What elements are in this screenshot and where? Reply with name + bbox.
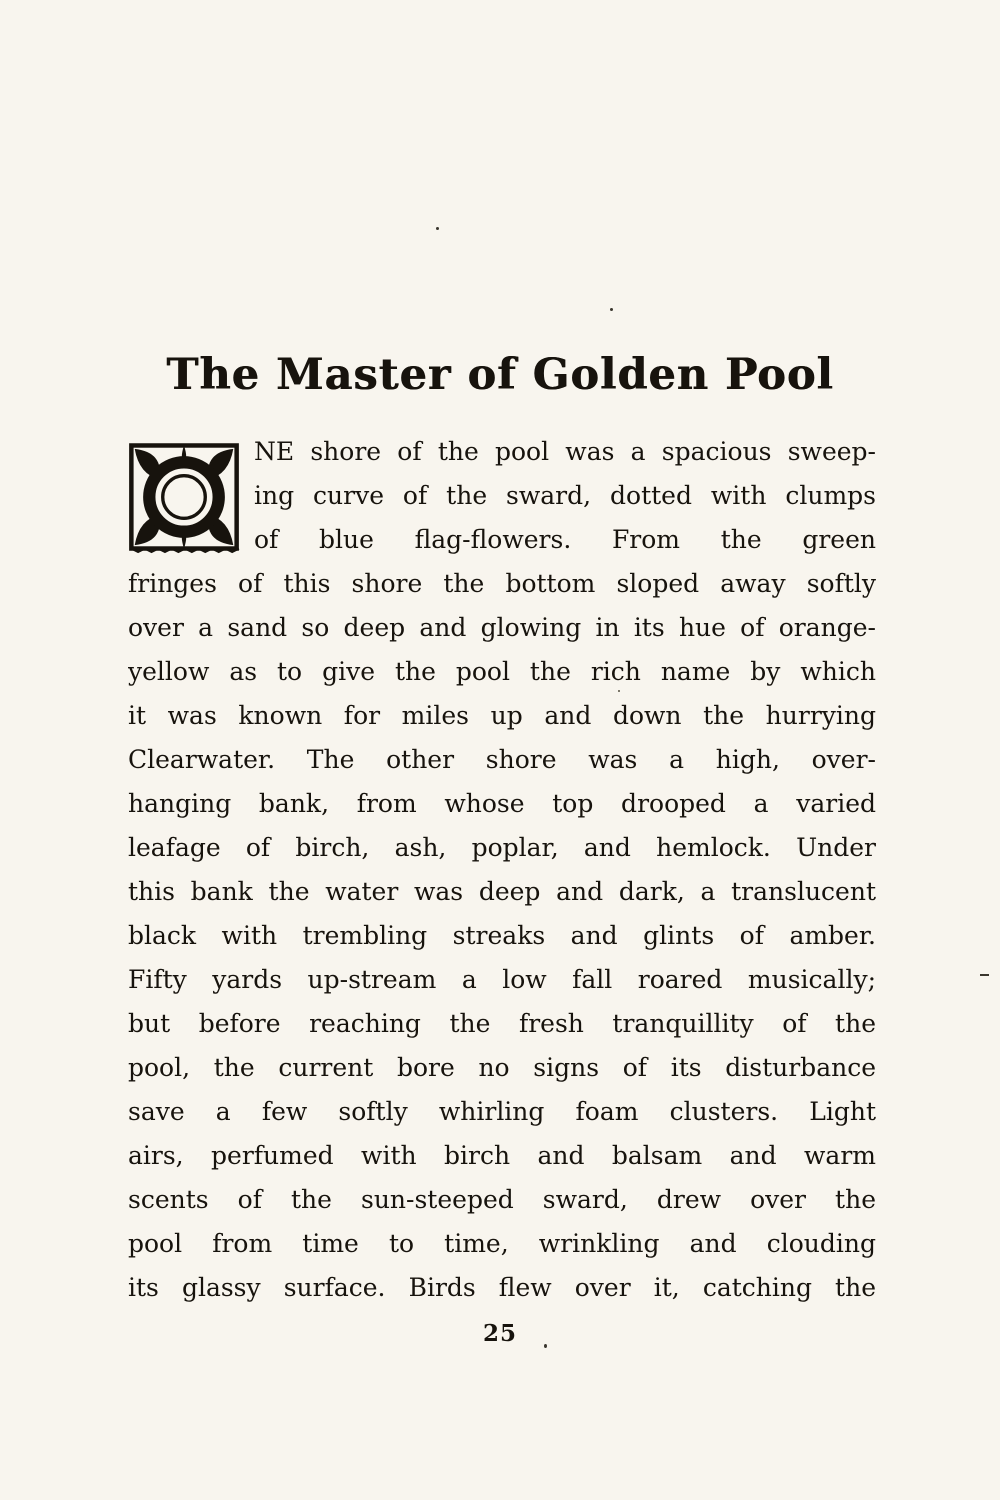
text-line: of blue flag-flowers. From the green (254, 525, 876, 554)
scan-speck (618, 690, 620, 692)
paragraph-lines (128, 562, 876, 1310)
page-number: 25 (482, 1320, 517, 1347)
text-line: Clearwater. The other shore was a high, over- (128, 745, 876, 774)
text-line: hanging bank, from whose top drooped a varied (128, 789, 876, 818)
scan-speck (436, 227, 439, 230)
body-text (128, 430, 876, 1310)
opening-lines (128, 430, 876, 562)
scan-speck (544, 1344, 547, 1348)
text-line: airs, perfumed with birch and balsam and warm (128, 1141, 876, 1170)
text-line: fringes of this shore the bottom sloped away softly (128, 569, 876, 598)
text-line: scents of the sun-steeped sward, drew over the (128, 1185, 876, 1214)
text-line: this bank the water was deep and dark, a translucent (128, 877, 876, 906)
text-line: pool from time to time, wrinkling and clouding (128, 1229, 876, 1258)
text-line: NE shore of the pool was a spacious sweep- (254, 437, 876, 466)
scan-speck (980, 974, 989, 976)
text-line: leafage of birch, ash, poplar, and hemlock. Under (128, 833, 876, 862)
text-line: its glassy surface. Birds flew over it, catching the (128, 1273, 876, 1302)
text-line: save a few softly whirling foam clusters. Light (128, 1097, 876, 1126)
text-line: yellow as to give the pool the rich name by which (128, 657, 876, 686)
text-line: Fifty yards up-stream a low fall roared musically; (128, 965, 876, 994)
scan-speck (610, 308, 613, 311)
text-line: ing curve of the sward, dotted with clumps (254, 481, 876, 510)
opening-paragraph (128, 430, 876, 562)
text-line: it was known for miles up and down the hurrying (128, 701, 876, 730)
text-line: over a sand so deep and glowing in its hue of orange- (128, 613, 876, 642)
ornamental-initial-o-icon (128, 435, 240, 559)
text-line: black with trembling streaks and glints of amber. (128, 921, 876, 950)
text-line: pool, the current bore no signs of its disturbance (128, 1053, 876, 1082)
text-line: but before reaching the fresh tranquillity of the (128, 1009, 876, 1038)
chapter-title: The Master of Golden Pool (166, 350, 834, 400)
